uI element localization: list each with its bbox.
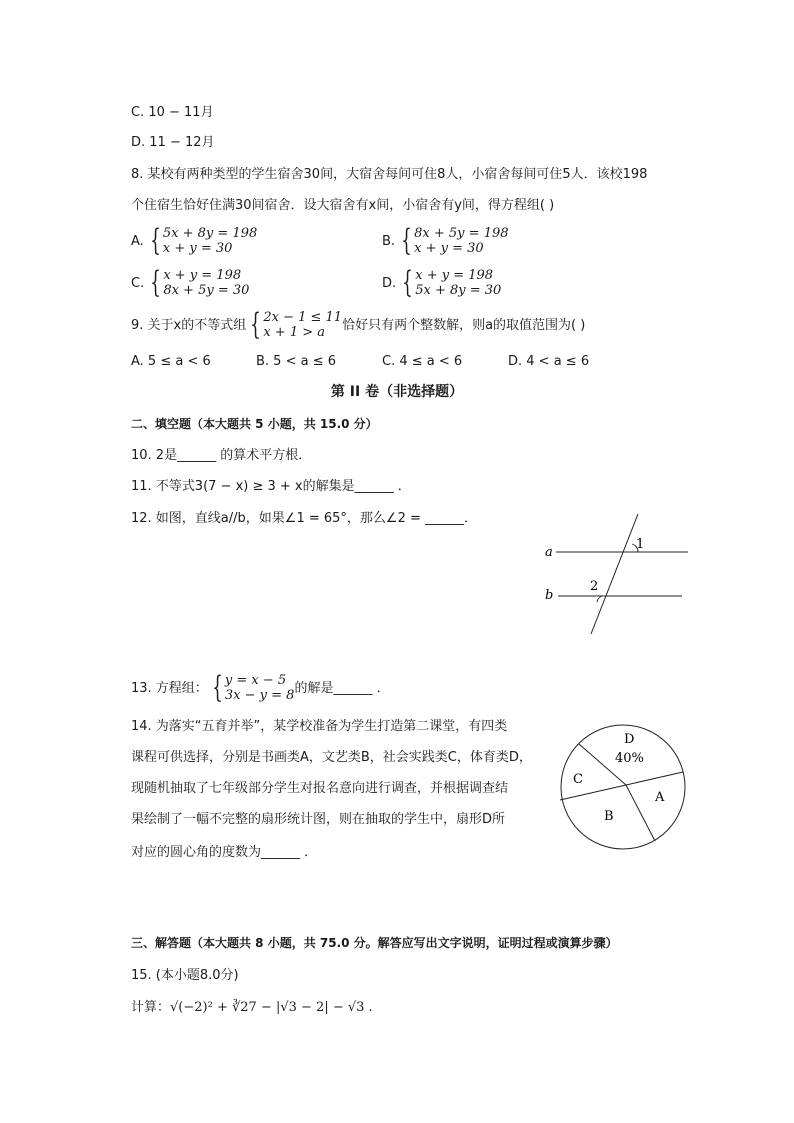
q9-option-a: A. 5 ≤ a < 6 [131,354,211,369]
q13-eq1: y = x − 5 [224,673,287,688]
q8-b-eq2: x + y = 30 [414,241,484,256]
q14-line2: 课程可供选择，分别是书画类A，文艺类B，社会实践类C，体育类D， [131,750,532,765]
q8-option-c-label: C. [131,275,145,291]
pie-label-d: D [624,732,635,747]
q15-calc [131,1001,373,1014]
q14-line4: 果绘制了一幅不完整的扇形统计图，则在抽取的学生中，扇形D所 [131,812,506,827]
brace-symbol: { [150,265,162,300]
q8-d-eq2: 5x + 8y = 30 [415,283,502,298]
pie-label-b: B [604,809,614,824]
q15-calc-prefix: 计算： [131,1000,171,1015]
q8-option-a [131,223,258,258]
q14-line3: 现随机抽取了七年级部分学生对报名意向进行调查，并根据调查结 [131,781,509,796]
q14-line5: 对应的圆心角的度数为______ ． [131,845,318,860]
q8-option-d-label: D. [382,275,397,291]
q10-text: 10. 2是______ 的算术平方根． [131,448,312,463]
pie-divider-a-b [626,785,655,841]
answer-section-header: 三、解答题（本大题共 8 小题，共 75.0 分。解答应写出文字说明，证明过程或演算步骤） [131,936,618,950]
q9-option-c: C. 4 ≤ a < 6 [382,354,463,369]
q15-header: 15. (本小题8.0分) [131,968,239,983]
parallel-lines-figure [540,510,700,638]
brace-symbol: { [402,265,413,300]
q8-b-eq1: 8x + 5y = 198 [414,226,509,241]
transversal-line [591,514,638,634]
pie-label-a: A [655,790,665,805]
pie-label-d-percent: 40% [615,751,644,766]
q9-eq2: x + 1 > a [263,325,325,340]
q8-stem-line2: 个住宿生恰好住满30间宿舍．设大宿舍有x间，小宿舍有y间，得方程组( ) [131,198,555,213]
pie-divider-d-a [626,772,683,785]
q8-a-eq1: 5x + 8y = 198 [162,226,258,241]
q7-option-c: C. 10 − 11月 [131,105,214,120]
label-b: b [545,588,554,603]
q9-eq1: 2x − 1 ≤ 11 [263,310,343,325]
q9-prefix: 9. 关于x的不等式组 [131,317,247,333]
label-angle-1: 1 [636,537,645,552]
q8-c-eq1: x + y = 198 [163,268,242,283]
angle-2-arc [597,596,602,602]
q8-option-b [382,223,509,258]
q9-stem [131,307,586,342]
q9-suffix: 恰好只有两个整数解，则a的取值范围为( ) [342,317,586,333]
q11-text: 11. 不等式3(7 − x) ≥ 3 + x的解集是______ ． [131,479,411,494]
q13-text [131,670,390,705]
brace-symbol: { [250,307,262,342]
q15-expression: √(−2)² + ∛27 − |√3 − 2| − √3 . [170,1000,373,1015]
label-angle-2: 2 [590,579,599,594]
pie-chart [556,720,690,854]
q13-prefix: 13. 方程组： [131,680,208,696]
q9-option-d: D. 4 < a ≤ 6 [508,354,590,369]
q13-eq2: 3x − y = 8 [224,688,295,703]
q8-a-eq2: x + y = 30 [162,241,233,256]
pie-circle [561,725,685,849]
q8-d-eq1: x + y = 198 [415,268,494,283]
q8-option-c [131,265,250,300]
fill-in-section-header: 二、填空题（本大题共 5 小题，共 15.0 分） [131,417,378,431]
q7-option-d: D. 11 − 12月 [131,135,215,150]
pie-divider-b-c [560,785,626,800]
q8-option-a-label: A. [131,233,144,249]
brace-symbol: { [401,223,412,258]
brace-symbol: { [150,223,161,258]
q9-option-b: B. 5 < a ≤ 6 [256,354,337,369]
q8-c-eq2: 8x + 5y = 30 [163,283,250,298]
label-a: a [545,545,553,560]
q13-suffix: 的解是______ ． [294,680,390,696]
q14-line1: 14. 为落实“五育并举”，某学校准备为学生打造第二课堂，有四类 [131,719,508,734]
q8-option-d [382,265,502,300]
q8-stem-line1: 8. 某校有两种类型的学生宿舍30间，大宿舍每间可住8人，小宿舍每间可住5人．该校198 [131,167,648,182]
section-2-title: 第 II 卷（非选择题） [330,384,464,400]
pie-label-c: C [573,772,583,787]
q8-option-b-label: B. [382,233,396,249]
brace-symbol: { [212,670,223,705]
q12-text: 12. 如图，直线a//b，如果∠1 = 65°，那么∠2 = ______． [131,511,477,526]
